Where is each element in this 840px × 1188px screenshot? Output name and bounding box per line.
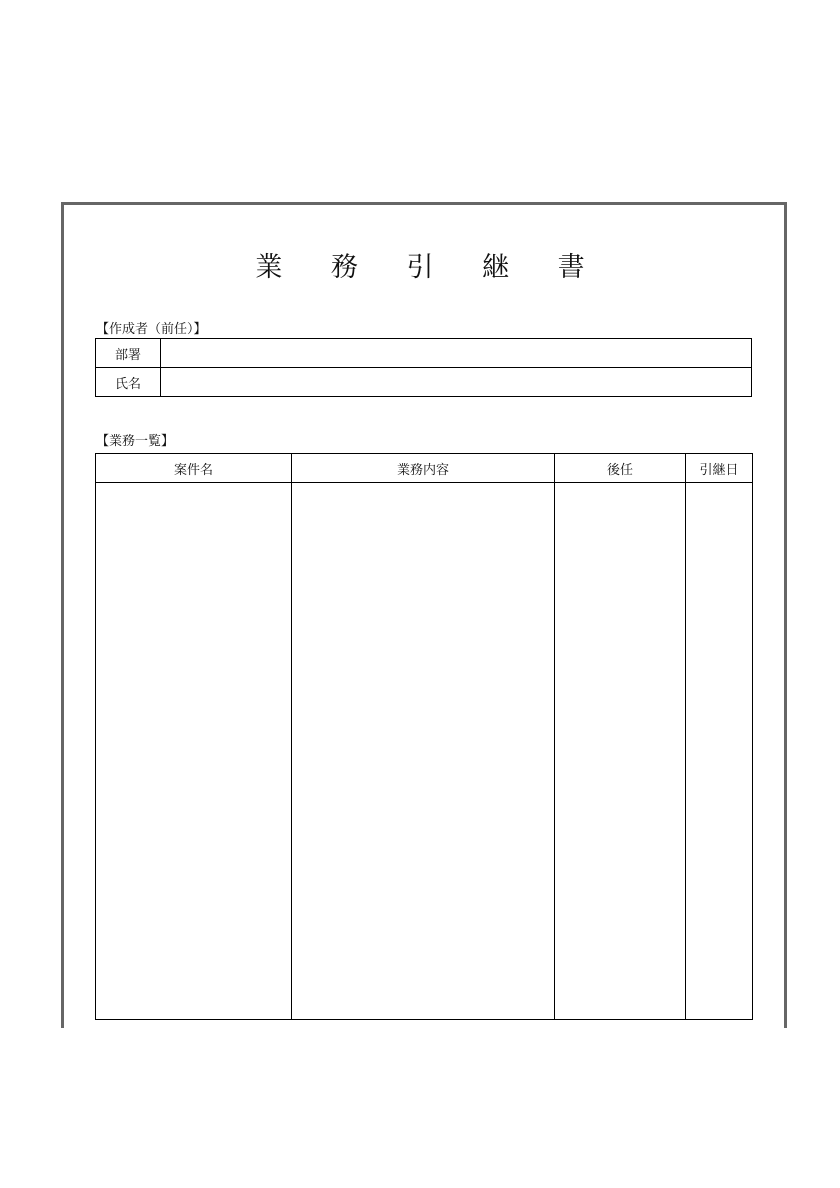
task-content-cell[interactable] (292, 483, 555, 1020)
document-title: 業 務 引 継 書 (255, 252, 605, 283)
table-row (96, 339, 752, 368)
name-label: 氏名 (96, 368, 161, 397)
column-header-case-name: 案件名 (96, 454, 292, 483)
column-header-task-content: 業務内容 (292, 454, 555, 483)
author-section-label: 【作成者（前任）】 (96, 322, 207, 337)
column-header-successor: 後任 (555, 454, 686, 483)
handover-date-cell[interactable] (686, 483, 753, 1020)
case-name-cell[interactable] (96, 483, 292, 1020)
author-table (95, 338, 752, 397)
table-row (96, 368, 752, 397)
department-field[interactable] (161, 339, 752, 368)
table-row (96, 483, 753, 1020)
name-field[interactable] (161, 368, 752, 397)
column-header-handover-date: 引継日 (686, 454, 753, 483)
department-label: 部署 (96, 339, 161, 368)
tasks-section-label: 【業務一覧】 (96, 434, 175, 449)
tasks-table (95, 453, 753, 1020)
table-header-row (96, 454, 753, 483)
successor-cell[interactable] (555, 483, 686, 1020)
